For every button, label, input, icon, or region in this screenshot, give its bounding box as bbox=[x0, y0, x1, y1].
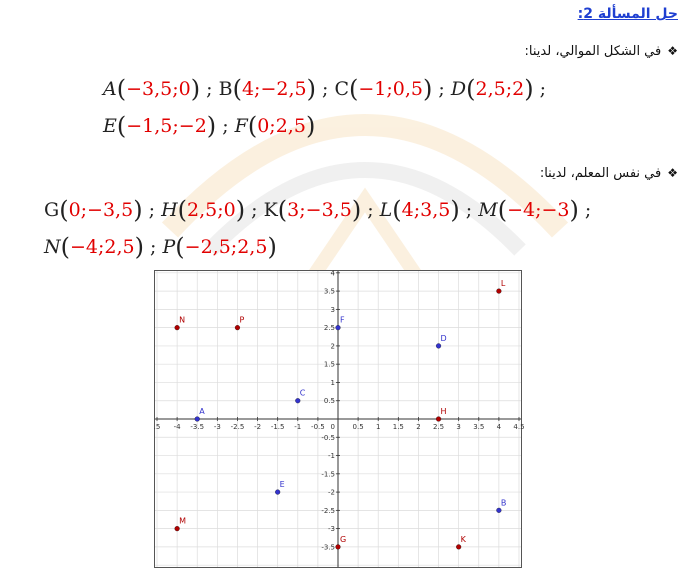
x-tick-label: -1 bbox=[294, 423, 302, 431]
x-tick-label: 2 bbox=[416, 423, 421, 431]
y-tick-label: -1.5 bbox=[321, 470, 335, 479]
point-name: C bbox=[334, 78, 349, 100]
separator: ; bbox=[315, 78, 335, 100]
y-tick-label: -1 bbox=[328, 452, 335, 461]
left-paren: ( bbox=[175, 233, 185, 261]
point-label-f: F bbox=[340, 315, 345, 325]
point-coords: 4;3,5 bbox=[401, 199, 451, 221]
point-m bbox=[175, 526, 180, 531]
y-tick-label: 4 bbox=[330, 269, 335, 278]
left-paren: ( bbox=[116, 75, 127, 103]
x-tick-label: -2.5 bbox=[230, 423, 245, 431]
points-line-2 bbox=[103, 112, 315, 140]
point-coord-e bbox=[103, 112, 235, 140]
separator: ; bbox=[533, 78, 547, 100]
y-tick-label: 3 bbox=[330, 305, 335, 314]
y-tick-label: -3 bbox=[328, 525, 335, 534]
left-paren: ( bbox=[60, 233, 70, 261]
point-g bbox=[336, 545, 341, 550]
x-tick-label: 1 bbox=[375, 423, 381, 431]
point-coord-n bbox=[44, 233, 163, 261]
x-tick-label: 4.5 bbox=[513, 423, 525, 431]
separator: ; bbox=[361, 199, 380, 221]
right-paren: ) bbox=[235, 196, 246, 224]
point-name: H bbox=[161, 199, 178, 221]
x-tick-label: .5 bbox=[153, 423, 161, 431]
point-p bbox=[235, 325, 240, 330]
point-coord-k bbox=[263, 196, 380, 224]
right-paren: ) bbox=[423, 75, 433, 103]
point-l bbox=[496, 289, 501, 294]
point-label-p: P bbox=[239, 315, 245, 325]
separator: ; bbox=[142, 199, 162, 221]
x-tick-label: 1.5 bbox=[392, 423, 404, 431]
point-h bbox=[436, 417, 441, 422]
x-tick-label: 0.5 bbox=[352, 423, 364, 431]
x-tick-label: -2 bbox=[254, 423, 262, 431]
point-name: G bbox=[44, 199, 60, 221]
point-name: L bbox=[379, 199, 393, 221]
left-paren: ( bbox=[466, 75, 476, 103]
coordinate-plane-svg bbox=[153, 269, 525, 567]
y-tick-label: 2.5 bbox=[323, 324, 335, 333]
point-a bbox=[195, 417, 200, 422]
point-coords: 0;2,5 bbox=[257, 115, 306, 137]
y-tick-label: -2.5 bbox=[321, 506, 335, 515]
separator: ; bbox=[216, 115, 235, 137]
point-label-n: N bbox=[179, 315, 186, 325]
origin-label: 0 bbox=[330, 423, 335, 431]
point-coords: −1;0,5 bbox=[358, 78, 424, 100]
point-coords: −4;2,5 bbox=[70, 236, 135, 258]
left-paren: ( bbox=[392, 196, 402, 224]
right-paren: ) bbox=[267, 233, 277, 261]
point-name: E bbox=[103, 115, 117, 137]
point-coord-a bbox=[103, 75, 219, 103]
y-tick-label: -0.5 bbox=[321, 433, 335, 442]
x-tick-label: 2.5 bbox=[432, 423, 445, 431]
separator: ; bbox=[459, 199, 479, 221]
point-name: F bbox=[234, 115, 248, 137]
diamond-bullet-icon: ❖ bbox=[667, 166, 678, 180]
x-tick-label: 3.5 bbox=[473, 423, 485, 431]
point-label-c: C bbox=[299, 388, 306, 398]
y-tick-label: -3.5 bbox=[321, 543, 335, 552]
point-name: P bbox=[162, 236, 176, 258]
y-tick-label: -2 bbox=[328, 488, 335, 497]
left-paren: ( bbox=[247, 112, 258, 140]
point-label-e: E bbox=[279, 480, 285, 490]
point-label-m: M bbox=[179, 516, 187, 526]
right-paren: ) bbox=[206, 112, 217, 140]
point-coord-b bbox=[218, 75, 335, 103]
separator: ; bbox=[578, 199, 592, 221]
right-paren: ) bbox=[569, 196, 579, 224]
x-tick-label: -3 bbox=[213, 423, 221, 431]
point-coords: 2,5;2 bbox=[475, 78, 525, 100]
point-coords: −2,5;2,5 bbox=[184, 236, 268, 258]
point-b bbox=[496, 508, 501, 513]
point-label-k: K bbox=[460, 534, 466, 544]
separator: ; bbox=[245, 199, 264, 221]
point-coords: −1,5;−2 bbox=[126, 115, 207, 137]
point-coord-p bbox=[162, 233, 277, 261]
x-tick-label: 3 bbox=[456, 423, 461, 431]
point-coord-f bbox=[234, 112, 316, 140]
separator: ; bbox=[200, 78, 219, 100]
left-paren: ( bbox=[497, 196, 508, 224]
intro-line-2 bbox=[540, 166, 678, 181]
diamond-bullet-icon: ❖ bbox=[667, 44, 678, 58]
right-paren: ) bbox=[524, 75, 534, 103]
point-coords: 3;−3,5 bbox=[287, 199, 352, 221]
left-paren: ( bbox=[277, 196, 288, 224]
point-label-l: L bbox=[500, 279, 506, 289]
left-paren: ( bbox=[59, 196, 69, 224]
x-tick-label: -1.5 bbox=[270, 423, 285, 431]
y-tick-label: 1.5 bbox=[323, 360, 335, 369]
x-tick-label: 4 bbox=[496, 423, 502, 431]
point-coord-l bbox=[379, 196, 479, 224]
point-n bbox=[175, 325, 180, 330]
intro-text-2: في نفس المعلم، لدينا: bbox=[539, 166, 662, 181]
point-name: N bbox=[44, 236, 61, 258]
y-tick-label: 2 bbox=[330, 342, 335, 351]
right-paren: ) bbox=[305, 112, 316, 140]
x-tick-label: -3.5 bbox=[190, 423, 205, 431]
point-coord-g bbox=[44, 196, 162, 224]
point-c bbox=[295, 398, 300, 403]
right-paren: ) bbox=[134, 233, 145, 261]
point-coords: 0;−3,5 bbox=[68, 199, 134, 221]
left-paren: ( bbox=[232, 75, 242, 103]
right-paren: ) bbox=[306, 75, 316, 103]
point-coord-c bbox=[334, 75, 451, 103]
point-label-b: B bbox=[500, 498, 507, 508]
point-d bbox=[436, 344, 441, 349]
point-coord-d bbox=[450, 75, 547, 103]
point-coord-h bbox=[161, 196, 264, 224]
points-line-3 bbox=[44, 196, 591, 224]
point-e bbox=[275, 490, 280, 495]
separator: ; bbox=[144, 236, 163, 258]
point-label-g: G bbox=[340, 534, 347, 544]
left-paren: ( bbox=[349, 75, 359, 103]
problem-title: حل المسألة 2: bbox=[577, 6, 678, 22]
y-tick-label: 3.5 bbox=[323, 287, 335, 296]
right-paren: ) bbox=[351, 196, 362, 224]
right-paren: ) bbox=[133, 196, 143, 224]
point-coords: 2,5;0 bbox=[187, 199, 236, 221]
point-label-a: A bbox=[199, 407, 205, 416]
points-line-1 bbox=[103, 75, 546, 103]
point-name: M bbox=[478, 199, 498, 221]
point-k bbox=[456, 545, 461, 550]
x-tick-label: -0.5 bbox=[311, 423, 325, 431]
intro-line-1 bbox=[525, 44, 678, 59]
point-coords: −4;−3 bbox=[507, 199, 570, 221]
points-line-4 bbox=[44, 233, 277, 261]
y-tick-label: 0.5 bbox=[323, 397, 335, 406]
separator: ; bbox=[432, 78, 451, 100]
point-coords: 4;−2,5 bbox=[241, 78, 307, 100]
point-label-d: D bbox=[440, 333, 447, 343]
coordinate-plane bbox=[153, 269, 525, 568]
y-tick-label: 1 bbox=[330, 378, 335, 387]
point-f bbox=[336, 325, 341, 330]
left-paren: ( bbox=[177, 196, 188, 224]
point-label-h: H bbox=[440, 407, 447, 416]
point-coord-m bbox=[478, 196, 592, 224]
point-name: D bbox=[450, 78, 467, 100]
point-name: K bbox=[263, 199, 278, 221]
point-coords: −3,5;0 bbox=[126, 78, 191, 100]
right-paren: ) bbox=[190, 75, 201, 103]
intro-text-1: في الشكل الموالي، لدينا: bbox=[524, 44, 662, 59]
x-tick-label: -4 bbox=[173, 423, 181, 431]
right-paren: ) bbox=[450, 196, 460, 224]
left-paren: ( bbox=[116, 112, 127, 140]
point-name: B bbox=[218, 78, 233, 100]
point-name: A bbox=[103, 78, 117, 100]
